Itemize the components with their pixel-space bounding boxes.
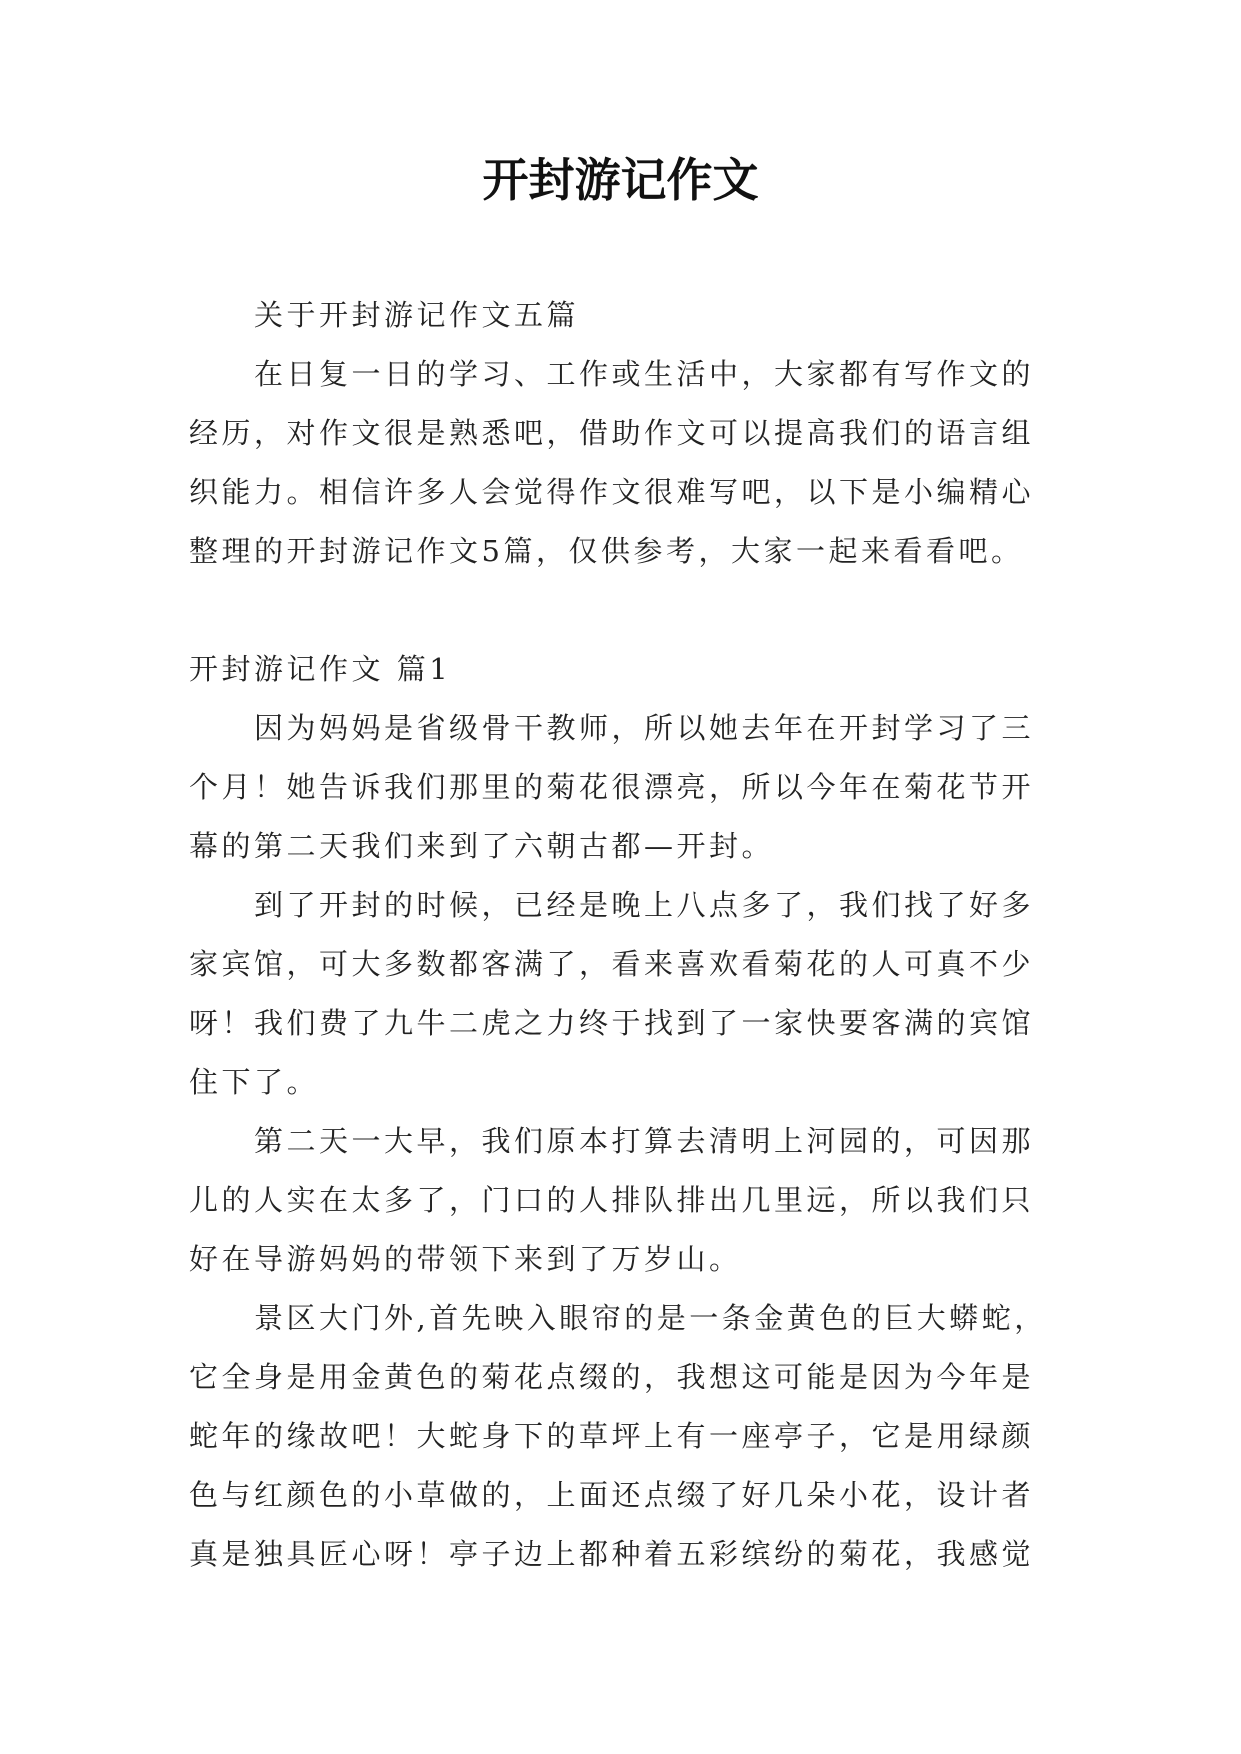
page-title: 开封游记作文 xyxy=(482,153,759,207)
document-body xyxy=(189,286,1051,1584)
body-paragraph: 第二天一大早，我们原本打算去清明上河园的，可因那儿的人实在太多了，门口的人排队排出几里远，所以我们只好在导游妈妈的带领下来到了万岁山。 xyxy=(189,1124,1035,1276)
body-paragraph: 因为妈妈是省级骨干教师，所以她去年在开封学习了三个月！她告诉我们那里的菊花很漂亮，所以今年在菊花节开幕的第二天我们来到了六朝古都—开封。 xyxy=(189,711,1035,863)
body-paragraph: 到了开封的时候，已经是晚上八点多了，我们找了好多家宾馆，可大多数都客满了，看来喜欢看菊花的人可真不少呀！我们费了九牛二虎之力终于找到了一家快要客满的宾馆住下了。 xyxy=(189,888,1035,1099)
section-heading: 开封游记作文 篇1 xyxy=(189,652,452,686)
body-paragraph: 景区大门外,首先映入眼帘的是一条金黄色的巨大蟒蛇，它全身是用金黄色的菊花点缀的，我想这可能是因为今年是蛇年的缘故吧！大蛇身下的草坪上有一座亭子，它是用绿颜色与红颜色的小草做的，上面还点缀了好几朵小花，设计者真是独具匠心呀！亭子边上都种着五彩缤纷的菊花，我感觉 xyxy=(189,1301,1047,1571)
document-subtitle: 关于开封游记作文五篇 xyxy=(254,298,580,332)
intro-paragraph: 在日复一日的学习、工作或生活中，大家都有写作文的经历，对作文很是熟悉吧，借助作文可以提高我们的语言组织能力。相信许多人会觉得作文很难写吧，以下是小编精心整理的开封游记作文5篇，仅供参考，大家一起来看看吧。 xyxy=(189,357,1035,568)
